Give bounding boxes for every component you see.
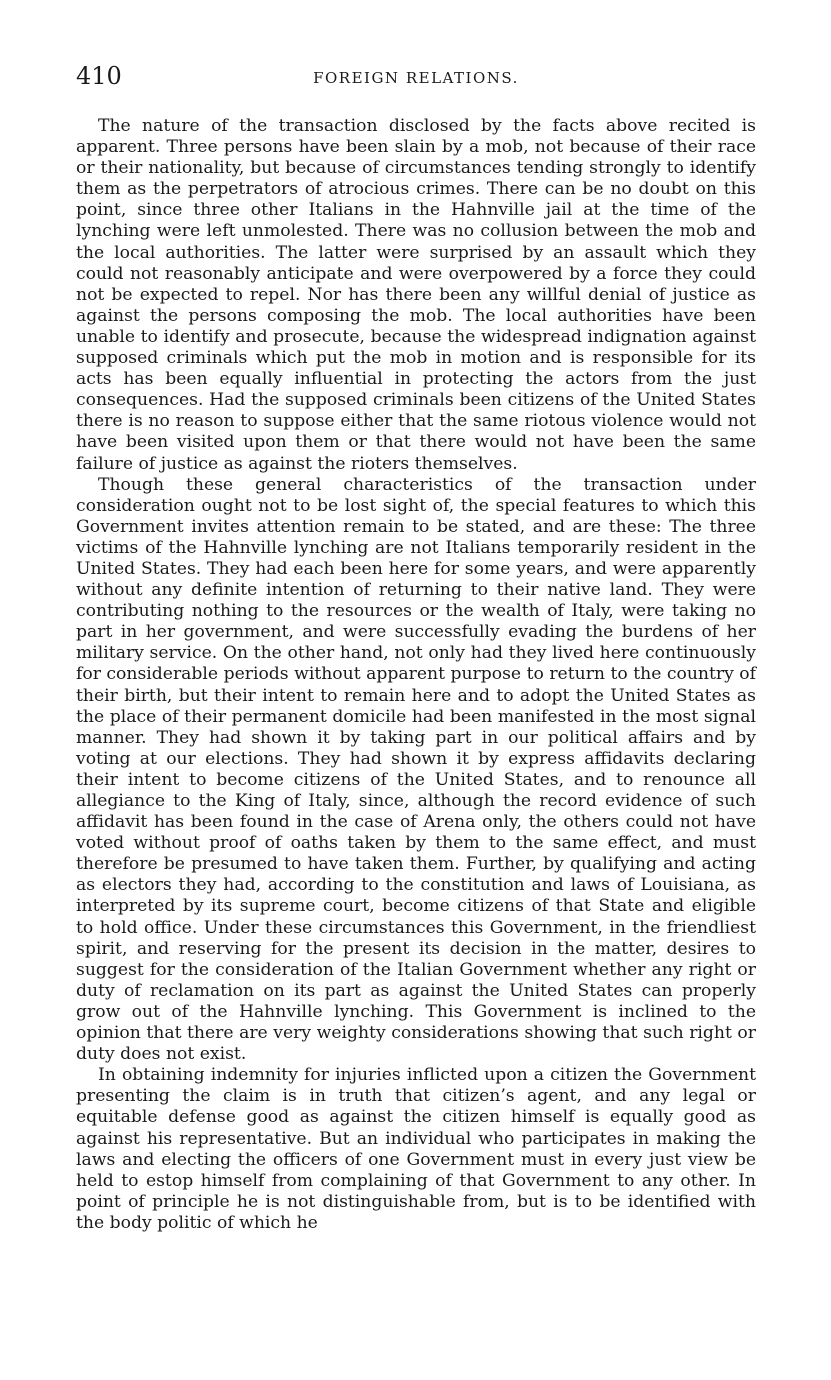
running-title: FOREIGN RELATIONS. xyxy=(313,69,519,87)
body-text xyxy=(76,116,756,1234)
document-page xyxy=(76,62,756,1234)
paragraph-3: In obtaining indemnity for injuries inflicted upon a citizen the Government presenting the claim is in truth that citizen’s agent, and any legal or equitable defense good as against the citizen himself is equally good as against his representative. But an individual who participates in making the laws and electing the officers of one Government must in every just view be held to estop himself from complaining of that Government to any other. In point of principle he is not distinguishable from, but is to be identified with the body politic of which he xyxy=(76,1065,756,1233)
paragraph-2: Though these general characteristics of the transaction under consideration ought not to be lost sight of, the special features to which this Government invites attention remain to be stated, and are these: The three victims of the Hahnville lynching are not Italians temporarily resident in the United States. They had each been here for some years, and were apparently without any definite intention of returning to their native land. They were contributing nothing to the resources or the wealth of Italy, were taking no part in her government, and were successfully evading the burdens of her military service. On the other hand, not only had they lived here continuously for considerable periods without apparent purpose to return to the country of their birth, but their intent to remain here and to adopt the United States as the place of their permanent domicile had been manifested in the most signal manner. They had shown it by taking part in our political affairs and by voting at our elections. They had shown it by express affidavits declaring their intent to become citizens of the United States, and to renounce all allegiance to the King of Italy, since, although the record evidence of such affidavit has been found in the case of Arena only, the others could not have voted without proof of oaths taken by them to the same effect, and must therefore be presumed to have taken them. Further, by qualifying and acting as electors they had, according to the constitution and laws of Louisiana, as interpreted by its supreme court, become citizens of that State and eligible to hold office. Under these circumstances this Government, in the friendliest spirit, and reserving for the present its decision in the matter, desires to suggest for the consideration of the Italian Government whether any right or duty of reclamation on its part as against the United States can properly grow out of the Hahnville lynching. This Government is inclined to the opinion that there are very weighty considerations showing that such right or duty does not exist. xyxy=(76,474,756,1065)
paragraph-1: The nature of the transaction disclosed by the facts above recited is apparent. Three persons have been slain by a mob, not because of their race or their nationality, but because of circumstances tending strongly to identify them as the perpetrators of atrocious crimes. There can be no doubt on this point, since three other Italians in the Hahnville jail at the time of the lynching were left unmolested. There was no collusion between the mob and the local authorities. The latter were surprised by an assault which they could not reasonably anticipate and were overpowered by a force they could not be expected to repel. Nor has there been any willful denial of justice as against the persons composing the mob. The local authorities have been unable to identify and prosecute, because the widespread indignation against supposed criminals which put the mob in motion and is responsible for its acts has been equally influential in protecting the actors from the just consequences. Had the supposed criminals been citizens of the United States there is no reason to suppose either that the same riotous violence would not have been visited upon them or that there would not have been the same failure of justice as against the rioters themselves. xyxy=(76,116,756,474)
running-head xyxy=(76,62,756,98)
page-number: 410 xyxy=(76,62,122,90)
